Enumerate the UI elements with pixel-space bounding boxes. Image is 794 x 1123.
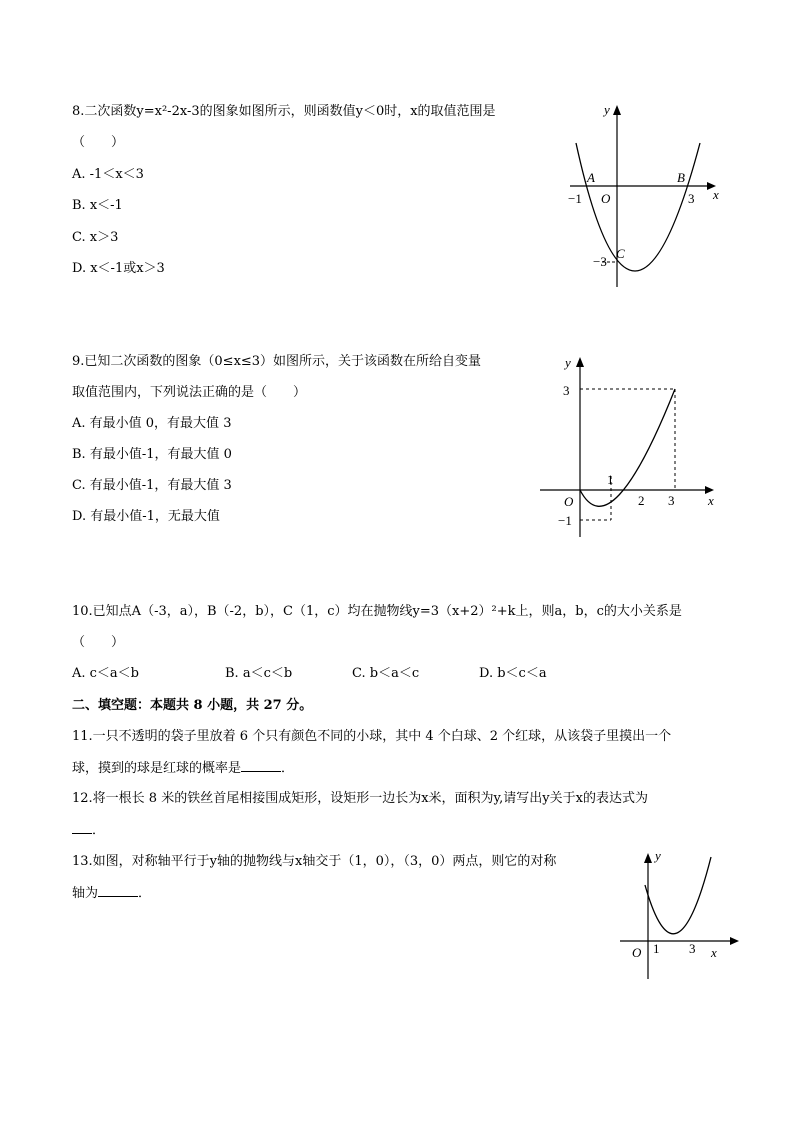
q8-label-b: B <box>677 170 685 185</box>
q11-line1: 11.一只不透明的袋子里放着 6 个只有颜色不同的小球，其中 4 个白球、2 个红球，从该袋子里摸出一个 <box>72 729 672 744</box>
q9-stem-line1: 9.已知二次函数的图象（0≤x≤3）如图所示，关于该函数在所给自变量 <box>72 354 482 369</box>
q9-label-3y: 3 <box>563 383 570 398</box>
q8-parabola-figure <box>560 95 730 295</box>
q9-label-3x: 3 <box>668 493 675 508</box>
q8-label-y: y <box>604 102 610 117</box>
q13-parabola-curve <box>645 857 711 934</box>
q8-label-a: A <box>587 170 595 185</box>
q9-y-arrow <box>576 357 584 367</box>
q10-option-d: D. b＜c＜a <box>479 666 547 681</box>
q13-answer-blank[interactable] <box>98 884 138 897</box>
q10-option-c: C. b＜a＜c <box>352 666 420 681</box>
q13-label-x: x <box>711 945 717 960</box>
q8-y-arrow <box>613 105 621 115</box>
q12-end: ． <box>92 823 106 838</box>
q8-option-d: D. x＜-1或x＞3 <box>72 261 165 276</box>
q10-option-a: A. c＜a＜b <box>72 666 140 681</box>
q13-x-arrow <box>730 937 739 945</box>
q12-answer-blank[interactable] <box>72 821 92 834</box>
q9-label-1: 1 <box>607 472 614 487</box>
q10-option-b: B. a＜c＜b <box>225 666 293 681</box>
q8-label-3: 3 <box>688 191 695 206</box>
q13-end: ． <box>138 886 152 901</box>
q10-stem: 10.已知点A（-3，a），B（-2，b），C（1，c）均在抛物线y=3（x+2）²+k上，则a，b，c的大小关系是 <box>72 604 682 619</box>
q11-line2-text: 球，摸到的球是红球的概率是 <box>72 761 242 776</box>
q11-end: ． <box>281 761 295 776</box>
q9-label-y: y <box>565 355 571 370</box>
q8-option-b: B. x＜-1 <box>72 198 123 213</box>
q8-label-x: x <box>713 187 719 202</box>
q9-label-x: x <box>708 493 714 508</box>
q12-line2 <box>72 821 105 840</box>
q9-stem-line2: 取值范围内，下列说法正确的是（ ） <box>72 385 307 400</box>
section-2-heading: 二、填空题：本题共 8 小题，共 27 分。 <box>72 698 313 713</box>
q13-line2 <box>72 884 151 903</box>
q11-answer-blank[interactable] <box>241 759 281 772</box>
q11-line2 <box>72 759 294 778</box>
q8-option-a: A. -1＜x＜3 <box>72 167 144 182</box>
q8-parabola-curve <box>576 143 700 271</box>
q8-option-c: C. x＞3 <box>72 230 119 245</box>
q9-label-2: 2 <box>638 493 645 508</box>
q13-label-3: 3 <box>689 941 696 956</box>
q8-label-neg1: −1 <box>568 191 582 206</box>
q13-label-1: 1 <box>653 941 660 956</box>
q8-stem: 8.二次函数y=x²-2x-3的图象如图所示，则函数值y＜0时，x的取值范围是 <box>72 104 496 119</box>
q8-label-neg3: −3 <box>593 254 607 269</box>
q12-line1: 12.将一根长 8 米的铁丝首尾相接围成矩形，设矩形一边长为x米，面积为y,请写出y关于x的表达式为 <box>72 791 648 806</box>
q13-line1: 13.如图，对称轴平行于y轴的抛物线与x轴交于（1，0），（3，0）两点，则它的对称 <box>72 854 557 869</box>
q13-y-arrow <box>644 853 652 863</box>
q8-answer-paren: （ ） <box>72 135 125 150</box>
q10-answer-paren: （ ） <box>72 635 125 650</box>
q13-line2-text: 轴为 <box>72 886 99 901</box>
q13-label-y: y <box>655 848 661 863</box>
q9-label-o: O <box>564 494 574 509</box>
q9-option-b: B. 有最小值-1，有最大值 0 <box>72 447 232 462</box>
q8-label-o: O <box>601 191 611 206</box>
q13-label-o: O <box>632 945 642 960</box>
q9-label-neg1: −1 <box>558 513 572 528</box>
q9-option-c: C. 有最小值-1，有最大值 3 <box>72 478 232 493</box>
q9-option-a: A. 有最小值 0，有最大值 3 <box>72 416 232 431</box>
q9-parabola-curve <box>580 389 675 506</box>
q9-option-d: D. 有最小值-1，无最大值 <box>72 509 220 524</box>
q13-parabola-figure <box>615 845 750 985</box>
q8-label-c: C <box>616 246 625 261</box>
q9-parabola-figure <box>530 345 730 545</box>
